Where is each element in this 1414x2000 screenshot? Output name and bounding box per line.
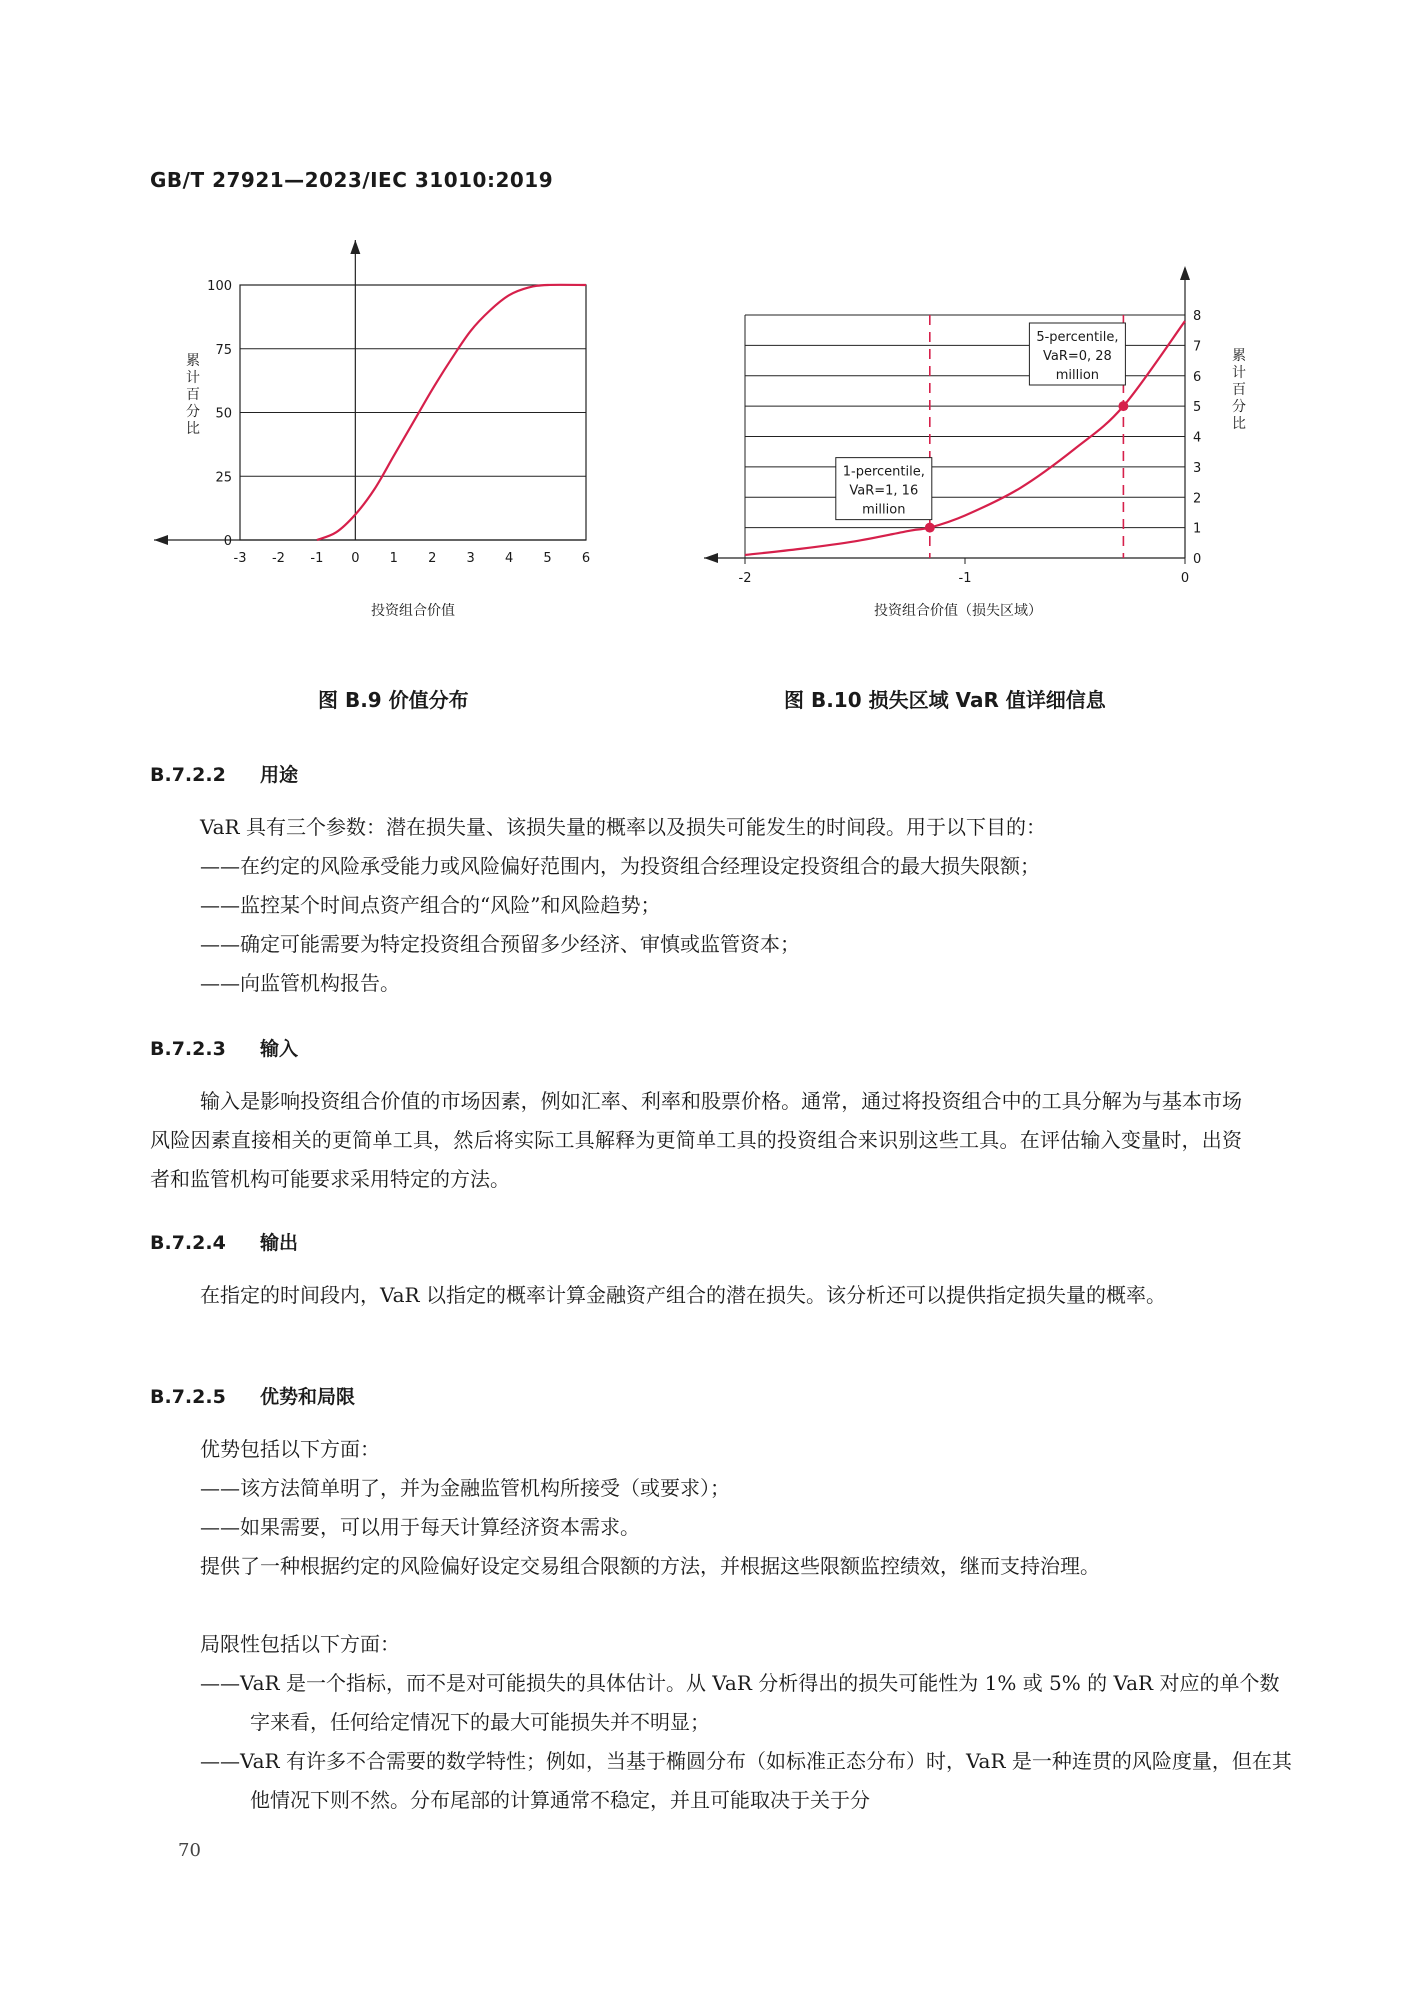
x-tick-label: 5 — [543, 551, 552, 566]
paragraph: 提供了一种根据约定的风险偏好设定交易组合限额的方法，并根据这些限额监控绩效，继而支持治理。 — [200, 1554, 1100, 1578]
y-tick-label: 25 — [215, 470, 232, 486]
x-tick-label: 2 — [428, 551, 437, 566]
percentile-label-line: million — [1055, 368, 1100, 383]
paragraph: 在指定的时间段内，VaR 以指定的概率计算金融资产组合的潜在损失。该分析还可以提供指定损失量的概率。 — [200, 1283, 1166, 1307]
y-tick-label: 0 — [1193, 552, 1202, 567]
section-heading: B.7.2.5 优势和局限 — [150, 1386, 356, 1408]
y-tick-label: 50 — [215, 406, 232, 422]
section-heading: B.7.2.3 输入 — [150, 1038, 299, 1060]
list-item: ——VaR 有许多不合需要的数学特性；例如，当基于椭圆分布（如标准正态分布）时，VaR 是一种连贯的风险度量，但在其他情况下则不然。分布尾部的计算通常不稳定，并且可能取决于关于分 — [200, 1749, 1292, 1812]
x-tick-label: -3 — [233, 551, 247, 566]
y-tick-label: 4 — [1193, 430, 1202, 446]
section-heading: B.7.2.4 输出 — [150, 1232, 299, 1254]
paragraph: VaR 具有三个参数：潜在损失量、该损失量的概率以及损失可能发生的时间段。用于以下目的： — [200, 815, 1046, 839]
y-tick-label: 5 — [1193, 400, 1202, 416]
paragraph: 局限性包括以下方面： — [200, 1632, 400, 1656]
x-axis-arrow — [704, 553, 718, 563]
x-tick-label: -1 — [310, 551, 324, 566]
percentile-label-line: 1-percentile, — [842, 464, 925, 480]
y-tick-label: 2 — [1193, 491, 1202, 507]
percentile-label-line: 5-percentile, — [1036, 330, 1119, 345]
y-tick-label: 6 — [1193, 369, 1202, 385]
x-tick-label: -2 — [738, 571, 752, 586]
y-tick-label: 8 — [1193, 309, 1202, 324]
x-tick-label: 3 — [466, 551, 475, 566]
list-item: ——该方法简单明了，并为金融监管机构所接受（或要求）； — [200, 1476, 730, 1500]
y-axis-arrow — [350, 240, 360, 254]
y-tick-label: 75 — [215, 342, 232, 358]
percentile-marker — [925, 523, 935, 533]
page-number: 70 — [178, 1840, 201, 1861]
list-item: ——如果需要，可以用于每天计算经济资本需求。 — [200, 1515, 640, 1539]
list-item: ——向监管机构报告。 — [200, 971, 400, 995]
x-tick-label: -2 — [271, 551, 285, 566]
percentile-marker — [1118, 401, 1128, 411]
loss-region-var-chart — [700, 260, 1260, 640]
paragraph: 输入是影响投资组合价值的市场因素，例如汇率、利率和股票价格。通常，通过将投资组合中的工具分解为与基本市场风险因素直接相关的更简单工具，然后将实际工具解释为更简单工具的投资组合来识别这些工具。在评估输入变量时，出资者和监管机构可能要求采用特定的方法。 — [150, 1089, 1242, 1191]
value-distribution-chart — [150, 240, 670, 640]
x-tick-label: 4 — [504, 551, 514, 566]
figure-caption-b9: 图 B.9 价值分布 — [318, 688, 469, 712]
percentile-label-line: VaR=1, 16 — [849, 483, 919, 499]
list-item: ——确定可能需要为特定投资组合预留多少经济、审慎或监管资本； — [200, 932, 800, 956]
x-axis-arrow — [154, 535, 168, 545]
list-item: ——在约定的风险承受能力或风险偏好范围内，为投资组合经理设定投资组合的最大损失限额； — [200, 854, 1040, 878]
list-item: ——VaR 是一个指标，而不是对可能损失的具体估计。从 VaR 分析得出的损失可能性为 1% 或 5% 的 VaR 对应的单个数字来看，任何给定情况下的最大可能损失并不明显； — [200, 1671, 1280, 1734]
y-axis-arrow — [1180, 266, 1190, 280]
section-heading: B.7.2.2 用途 — [150, 764, 299, 786]
x-tick-label: 0 — [351, 551, 360, 566]
y-tick-label: 7 — [1193, 339, 1202, 355]
x-tick-label: 1 — [389, 551, 398, 566]
y-axis-label: 累计百分比 — [186, 353, 200, 437]
y-tick-label: 0 — [223, 534, 232, 549]
percentile-label-line: VaR=0, 28 — [1042, 349, 1112, 364]
list-item: ——监控某个时间点资产组合的“风险”和风险趋势； — [200, 893, 661, 917]
x-tick-label: 0 — [1180, 571, 1190, 586]
x-axis-label: 投资组合价值 — [371, 603, 455, 619]
y-tick-label: 3 — [1193, 460, 1202, 476]
y-tick-label: 100 — [207, 279, 232, 294]
x-tick-label: 6 — [581, 551, 591, 566]
percentile-label-line: million — [862, 502, 906, 518]
paragraph: 优势包括以下方面： — [200, 1437, 380, 1461]
figure-caption-b10: 图 B.10 损失区域 VaR 值详细信息 — [784, 688, 1106, 712]
y-tick-label: 1 — [1193, 521, 1202, 537]
x-tick-label: -1 — [958, 571, 972, 586]
y-axis-label: 累计百分比 — [1232, 348, 1246, 432]
x-axis-label: 投资组合价值（损失区域） — [874, 603, 1042, 619]
document-header: GB/T 27921—2023/IEC 31010:2019 — [150, 168, 554, 192]
